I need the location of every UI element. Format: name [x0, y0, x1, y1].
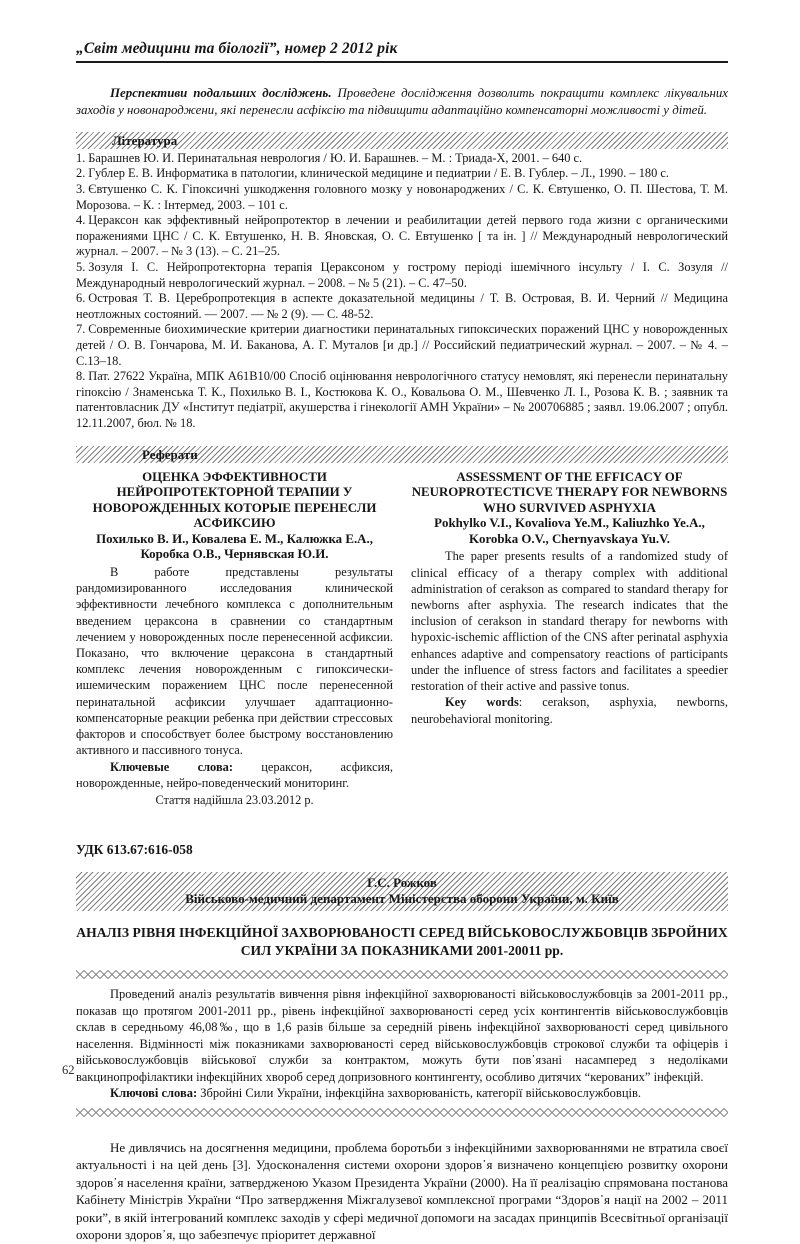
reference-number: 4.	[76, 213, 86, 228]
article-affiliation: Військово-медичний департамент Міністерства оборони України, м. Київ	[185, 890, 619, 906]
reference-text: Пат. 27622 Україна, МПК А61В10/00 Спосіб оцінювання неврологічного статусу немовлят, які перенесли перинатальну гіпоксію / Знаменська Т. К., Похилько В. І., Костюкова К. О., Ковальова О. М., Шевченко Л. І., Розова К. В. ; заявник та патентовласник ДУ «Інститут педіатрії, акушерства і гінекології АМН України» – № 200706885 ; заявл. 19.06.2007 ; опубл. 12.11.2007, бюл. № 18.	[76, 369, 728, 430]
abstract-title: ОЦЕНКА ЭФФЕКТИВНОСТИ НЕЙРОПРОТЕКТОРНОЙ ТЕРАПИИ У НОВОРОЖДЕННЫХ КОТОРЫЕ ПЕРЕНЕСЛИ АСФИКСИЮ	[92, 469, 377, 531]
page-content	[76, 40, 728, 1244]
reference-item	[76, 182, 728, 213]
article-title: АНАЛІЗ РІВНЯ ІНФЕКЦІЙНОЇ ЗАХВОРЮВАНОСТІ СЕРЕД ВІЙСЬКОВОСЛУЖБОВЦІВ ЗБРОЙНИХ СИЛ УКРАЇНИ ЗА ПОКАЗНИКАМИ 2001-20011 рр.	[76, 924, 728, 958]
reference-text: Современные биохимические критерии диагностики перинатальных гипоксических поражений ЦНС у новорожденных детей / О. В. Гончарова, М. И. Баканова, А. Г. Муталов [и др.] // Российский педиатрический журнал. – 2007. – № 4. – С.13–18.	[76, 322, 728, 368]
summary-top-separator	[76, 970, 728, 979]
abstract-keywords	[411, 694, 728, 726]
abstract-authors: Pokhylko V.I., Kovaliova Ye.M., Kaliuzhko Ye.A., Korobka O.V., Chernyavskaya Yu.V.	[434, 516, 705, 546]
summary-text: Проведений аналіз результатів вивчення рівня інфекційної захворюваності військовослужбовців за 2001-2011 рр., показав що протягом 2001-2011 рр., рівень інфекційної захворюваності серед усіх контингентів військовослужбовців склав в середньому 46,08‰, що в 1,6 разів більше за середній рівень інфекційної захворюваності серед цивільного населення. Відмінності між показниками захворюваності серед військовослужбовців строкової служби та офіцерів і військовослужбовців військової служби за контрактом, можуть бути пов᾽язані насамперед з недоліками вакцинопрофілактики інфекційних хвороб серед допризовного контингенту, особливо дитячих “керованих” інфекцій.	[76, 986, 728, 1084]
summary-keywords-text: Збройні Сили України, інфекційна захворюваність, категорії військовослужбовців.	[197, 1086, 642, 1101]
reference-text: Зозуля І. С. Нейропротекторна терапія Цераксоном у гострому періоді ішемічного інсульту / І. С. Зозуля // Международный неврологический журнал. – 2008. – № 5 (21). – С. 47–50.	[76, 259, 728, 290]
article-body-paragraph: Не дивлячись на досягнення медицини, проблема боротьби з інфекційними захворюваннями не втратила своєї актуальності і на цей день [3]. Удосконалення системи охорони здоров᾽я визначено концепцією розвитку охорони здоров᾽я населення країни, затвердженою Указом Президента України (2000). На її реалізацію спрямована постанова Кабінету Міністрів України “Про затвердження Міжгалузевої комплексної програми “Здоров᾽я нації на 2002 – 2011 роки”, в якій інтегрований комплекс заходів у сфері медичної допомоги на засадах принципів Всесвітньої організації охорони здоров᾽я, що забезпечує пріоритет державної	[76, 1140, 728, 1243]
reference-number: 7.	[76, 322, 86, 337]
literature-heading: Література	[112, 132, 178, 148]
reference-item	[76, 213, 728, 260]
reference-number: 1.	[76, 150, 86, 165]
abstract-body: The paper presents results of a randomized study of clinical efficacy of a therapy complex with additional administration of cerakson as compared to standard therapy for newborns after asphyxia. The research indicates that the inclusion of cerakson in standard therapy for newborns with hypoxic-ischemic affliction of the CNS after perinatal asphyxia enhances adaptive and compensatory reactions of participants under the influence of stress factors and facilitates a speedier restoration of their active and passive tonus.	[411, 549, 728, 694]
abstract-keywords-label: Key words	[445, 695, 519, 710]
perspectives-text: Проведене дослідження дозволить покращити комплекс лікувальних заходів у новонароджени, які перенесли асфіксію та підвищити адаптаційно компенсаторні можливості у дітей.	[76, 86, 729, 118]
abstract-keywords-text: цераксон, асфиксия, новорожденные, нейро-поведенческий мониторинг.	[76, 759, 393, 790]
reference-text: Островая Т. В. Церебропротекция в аспекте доказательной медицины / Т. В. Островая, В. И. Черний // Медицина неотложных состояний. — 2007. — № 2 (9). — С. 48-52.	[76, 291, 728, 321]
abstract-keywords-text: : cerakson, asphyxia, newborns, neurobehavioral monitoring.	[411, 695, 728, 726]
reference-number: 5.	[76, 259, 86, 274]
literature-section-bar	[76, 132, 728, 149]
reference-item	[76, 291, 728, 322]
abstract-authors: Похилько В. И., Ковалева Е. М., Калюжка Е.А., Коробка О.В., Чернявская Ю.И.	[96, 531, 373, 562]
running-head: „Світ медицини та біології”, номер 2 2012 рік	[76, 40, 728, 63]
reference-text: Євтушенко С. К. Гіпоксичні ушкодження головного мозку у новонароджених / С. К. Євтушенко, О. П. Шестова, Т. М. Морозова. – К. : Інтермед, 2003. – 101 с.	[76, 182, 728, 212]
article-summary	[76, 986, 728, 1102]
abstract-russian	[76, 470, 393, 808]
reference-item	[76, 260, 728, 291]
abstract-english	[411, 470, 728, 808]
abstracts-section-bar	[76, 446, 728, 463]
summary-bottom-separator	[76, 1108, 728, 1117]
perspectives-lead: Перспективи подальших досліджень.	[110, 86, 332, 100]
summary-keywords	[76, 1085, 728, 1102]
reference-text: Гублер Е. В. Информатика в патологии, клинической медицине и педиатрии / Е. В. Гублер. – Л., 1990. – 180 с.	[88, 166, 669, 181]
abstract-title: ASSESSMENT OF THE EFFICACY OF NEUROPROTECTICVE THERAPY FOR NEWBORNS WHO SURVIVED ASPHYXIA	[411, 469, 728, 515]
references-list	[76, 151, 728, 432]
reference-text: Барашнев Ю. И. Перинатальная неврология / Ю. И. Барашнев. – М. : Триада-Х, 2001. – 640 с.	[88, 150, 583, 165]
received-date: Стаття надійшла 23.03.2012 р.	[155, 792, 314, 807]
reference-item	[76, 151, 728, 167]
abstracts-columns	[76, 470, 728, 808]
reference-item	[76, 322, 728, 369]
abstract-keywords	[76, 759, 393, 791]
abstract-keywords-label: Ключевые слова:	[110, 759, 233, 774]
reference-text: Цераксон как эффективный нейропротектор в лечении и реабилитации детей первого года жизни с органическими поражениями ЦНС / С. К. Евтушенко, Н. В. Яновская, О. С. Евтушенко [ та ін. ] // Международный неврологический журнал. – 2007. – № 3 (13). – С. 21–25.	[76, 213, 728, 259]
abstract-body: В работе представлены результаты рандомизированного исследования клинической эффективности лечебного комплекса с дополнительным введением цераксона в сравнении со стандартным лечением у новорожденных после перенесенной асфиксии. Показано, что включение цераксона в стандартный комплекс лечения новорожденным с гипоксически-ишемическим поражением ЦНС после перенесенной перинатальной асфиксии улучшает адаптационно-компенсаторные реакции ребенка при действии стрессовых факторов и способствует более быстрому восстановлению активного и пассивного тонуса.	[76, 565, 393, 758]
article-body	[76, 1139, 728, 1243]
reference-number: 6.	[76, 291, 86, 306]
reference-item	[76, 166, 728, 182]
perspectives-paragraph	[76, 85, 728, 120]
article-author: Г.С. Рожков	[367, 874, 437, 890]
reference-number: 3.	[76, 182, 86, 196]
summary-keywords-label: Ключові слова:	[110, 1086, 198, 1101]
article-author-bar	[76, 872, 728, 911]
reference-number: 8.	[76, 369, 86, 384]
page-number: 62	[62, 1063, 75, 1077]
reference-item	[76, 369, 728, 431]
abstracts-heading: Реферати	[142, 446, 198, 462]
udk-code: УДК 613.67:616-058	[76, 841, 193, 857]
reference-number: 2.	[76, 166, 86, 181]
